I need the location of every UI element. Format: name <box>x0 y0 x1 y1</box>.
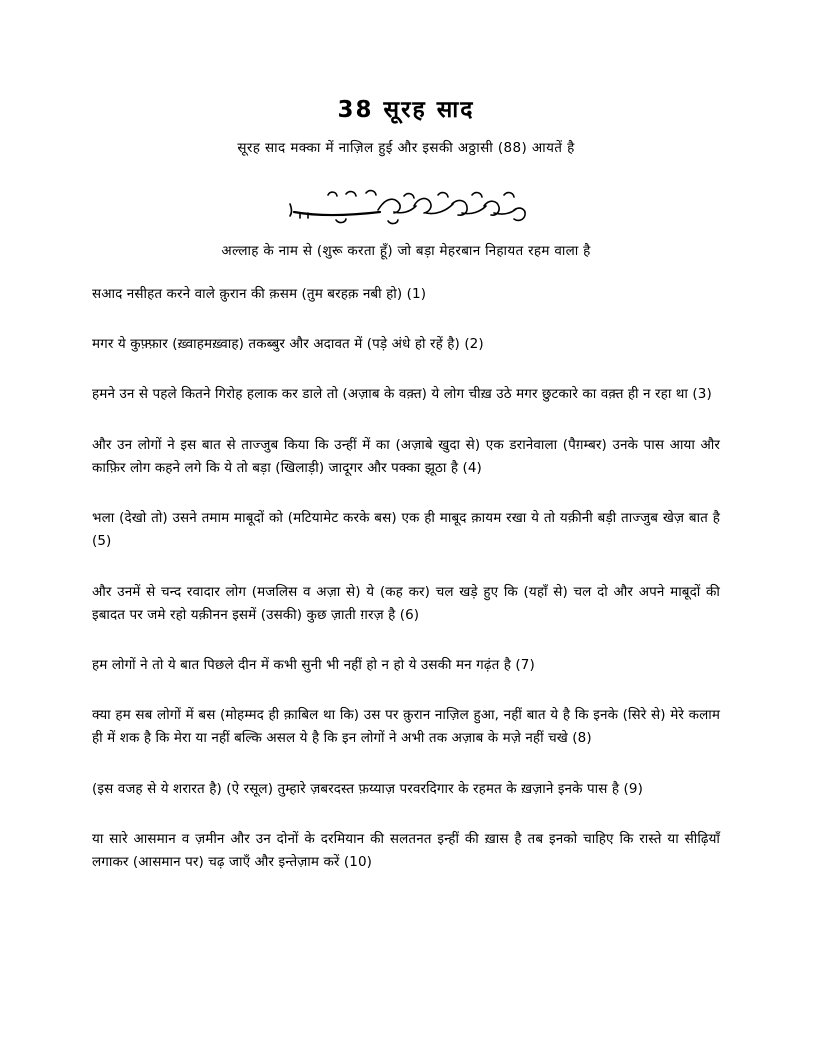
verse-7: हम लोगों ने तो ये बात पिछले दीन में कभी सुनी भी नहीं हो न हो ये उसकी मन गढ़ंत है (7) <box>92 656 535 673</box>
verse-10: या सारे आसमान व ज़मीन और उन दोनों के दरमियान की सलतनत इन्हीं की ख़ास है तब इनको चाहिए कि रास्ते या सीढ़ियाँ लगाकर (आसमान पर) चढ़ जाएँ और इन्तेज़ाम करें (10) <box>92 830 720 871</box>
verse-6: और उनमें से चन्द रवादार लोग (मजलिस व अज़ा से) ये (कह कर) चल खड़े हुए कि (यहाँ से) चल दो और अपने माबूदों की इबादत पर जमे रहो यक़ीनन इसमें (उसकी) कुछ ज़ाती ग़रज़ है (6) <box>92 583 720 623</box>
verse-8: क्या हम सब लोगों में बस (मोहम्मद ही क़ाबिल था कि) उस पर क़ुरान नाज़िल हुआ, नहीं बात ये है कि इनके (सिरे से) मेरे कलाम ही में शक है कि मेरा या नहीं बल्कि असल ये है कि इन लोगों ने अभी तक अज़ाब के मज़े नहीं चखे (8) <box>92 707 720 747</box>
verse-1: सआद नसीहत करने वाले क़ुरान की क़सम (तुम बरहक़ नबी हो) (1) <box>92 286 427 302</box>
page-title: 38 सूरह साद <box>337 97 475 123</box>
verse-9: (इस वजह से ये शरारत है) (ऐ रसूल) तुम्हारे ज़बरदस्त फ़य्याज़ परवरदिगार के रहमत के ख़ज़ाने इनके पास है (9) <box>92 780 643 797</box>
basmala-translation: अल्लाह के नाम से (शुरू करता हूँ) जो बड़ा मेहरबान निहायत रहम वाला है <box>221 243 591 259</box>
bismillah-calligraphy-icon <box>92 182 720 231</box>
verse-2: मगर ये कुफ़्फ़ार (ख़्वाहमख़्वाह) तकब्बुर और अदावत में (पड़े अंधे हो रहें है) (2) <box>92 336 484 353</box>
verse-3: हमने उन से पहले कितने गिरोह हलाक कर डाले तो (अज़ाब के वक़्त) ये लोग चीख़ उठे मगर छुटकारे का वक़्त ही न रहा था (3) <box>92 386 712 403</box>
verse-5: भला (देखो तो) उसने तमाम माबूदों को (मटियामेट करके बस) एक ही माबूद क़ायम रखा ये तो यक़ीनी बड़ी ताज्जुब खेज़ बात है (5) <box>92 510 720 550</box>
verse-4: और उन लोगों ने इस बात से ताज्जुब किया कि उन्हीं में का (अज़ाबे खुदा से) एक डरानेवाला (पैग़म्बर) उनके पास आया और काफ़िर लोग कहने लगे कि ये तो बड़ा (खिलाड़ी) जादूगर और पक्का झूठा है (4) <box>92 436 720 476</box>
surah-subtitle: सूरह साद मक्का में नाज़िल हुई और इसकी अठ्ठासी (88) आयतें है <box>237 140 575 156</box>
